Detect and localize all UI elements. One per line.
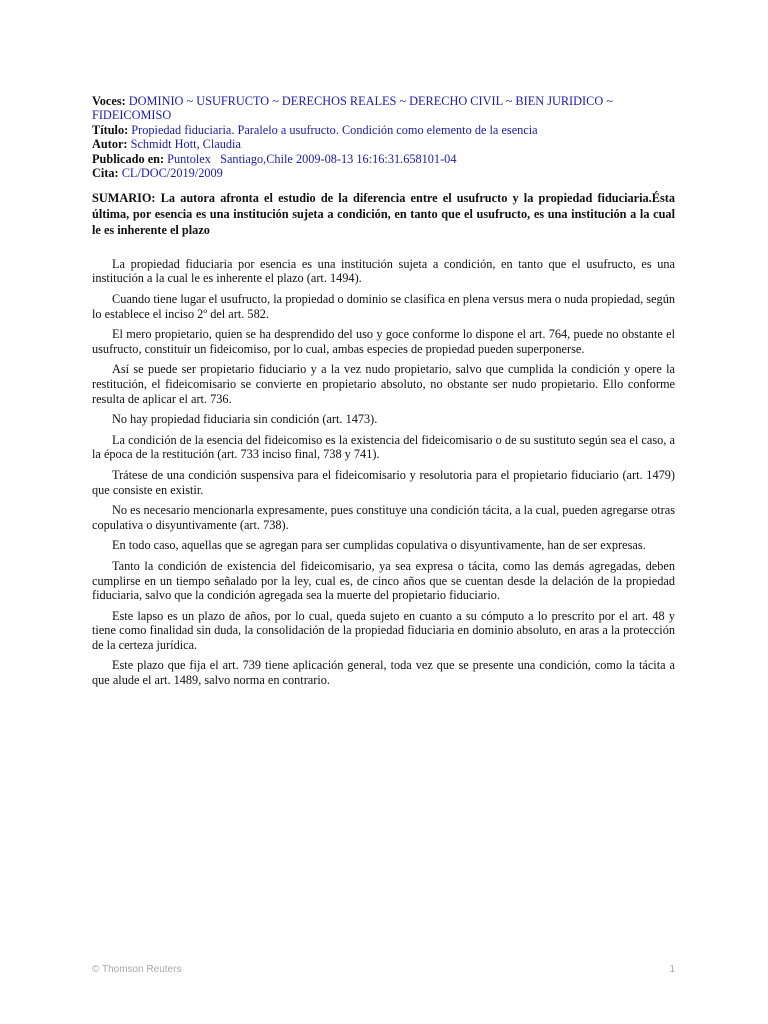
paragraph: En todo caso, aquellas que se agregan para ser cumplidas copulativa o disyuntivamente, han de ser expresas.	[112, 538, 646, 553]
cita-label: Cita:	[92, 166, 119, 181]
paragraph: No es necesario mencionarla expresamente, pues constituye una condición tácita, a la cual, pueden agregarse otras copulativa o disyuntivamente (art. 738).	[92, 503, 675, 532]
titulo-value[interactable]: Propiedad fiduciaria. Paralelo a usufructo. Condición como elemento de la esencia	[131, 122, 538, 137]
paragraph: No hay propiedad fiduciaria sin condición (art. 1473).	[112, 412, 378, 427]
publicado-label: Publicado en:	[92, 151, 165, 166]
voces-label: Voces:	[92, 94, 126, 108]
voces-value[interactable]: DOMINIO ~ USUFRUCTO ~ DERECHOS REALES ~ DERECHO CIVIL ~ BIEN JURIDICO ~ FIDEICOMISO	[92, 94, 613, 123]
cita-value[interactable]: CL/DOC/2019/2009	[121, 166, 223, 181]
titulo-label: Título:	[92, 122, 129, 137]
autor-value[interactable]: Schmidt Hott, Claudia	[130, 137, 241, 152]
copyright-text: © Thomson Reuters	[92, 964, 182, 975]
paragraph: Trátese de una condición suspensiva para el fideicomisario y resolutoria para el propietario fiduciario (art. 1479) que consiste en existir.	[92, 467, 675, 497]
paragraph: La propiedad fiduciaria por esencia es una institución sujeta a condición, en tanto que el usufructo, es una institución a la cual le es inherente el plazo (art. 1494).	[92, 256, 675, 286]
paragraph: Este plazo que fija el art. 739 tiene aplicación general, toda vez que se presente una condición, como la tácita a que alude el art. 1489, salvo norma en contrario.	[92, 658, 675, 688]
cita-line	[92, 166, 675, 180]
autor-label: Autor:	[92, 137, 128, 152]
paragraph: La condición de la esencia del fideicomiso es la existencia del fideicomisario o de su sustituto según sea el caso, a la época de la restitución (art. 733 inciso final, 738 y 741).	[92, 432, 675, 462]
voces-line	[92, 94, 675, 123]
document-page	[92, 94, 675, 694]
metadata-block	[92, 94, 675, 180]
sumario: SUMARIO: La autora afronta el estudio de la diferencia entre el usufructo y la propiedad fiduciaria.Ésta última, por esencia es una institución sujeta a condición, en tanto que el usufructo, es una institución a la cual le es inherente el plazo	[92, 191, 675, 238]
paragraph: Tanto la condición de existencia del fideicomisario, ya sea expresa o tácita, como las demás agregadas, deben cumplirse en un tiempo señalado por la ley, cual es, de cinco años que se cuentan desde la delación de la propiedad fiduciaria, salvo que la condición agregada sea la muerte del propietario fiduciario.	[92, 558, 675, 603]
paragraph: El mero propietario, quien se ha desprendido del uso y goce conforme lo dispone el art. 764, puede no obstante el usufructo, constituir un fideicomiso, por lo cual, ambas especies de propiedad pueden superponerse.	[92, 327, 675, 356]
publicado-value[interactable]: Puntolex Santiago,Chile 2009-08-13 16:16:31.658101-04	[167, 151, 457, 166]
paragraph: Así se puede ser propietario fiduciario y a la vez nudo propietario, salvo que cumplida la condición y opere la restitución, el fideicomisario se convierte en propietario absoluto, no obstante ser nudo propietario. Ello conforme resulta de aplicar el art. 736.	[92, 362, 675, 406]
page-footer	[92, 964, 675, 975]
publicado-line	[92, 152, 675, 166]
paragraph: Cuando tiene lugar el usufructo, la propiedad o dominio se clasifica en plena versus mera o nuda propiedad, según lo establece el inciso 2º del art. 582.	[92, 292, 675, 321]
titulo-line	[92, 123, 675, 137]
document-body	[92, 257, 675, 688]
paragraph: Este lapso es un plazo de años, por lo cual, queda sujeto en cuanto a su cómputo a lo prescrito por el art. 48 y tiene como finalidad sin duda, la consolidación de la propiedad fiduciaria en dominio absoluto, en aras a la protección de la certeza jurídica.	[92, 608, 675, 652]
autor-line	[92, 137, 675, 151]
page-number: 1	[669, 964, 675, 975]
